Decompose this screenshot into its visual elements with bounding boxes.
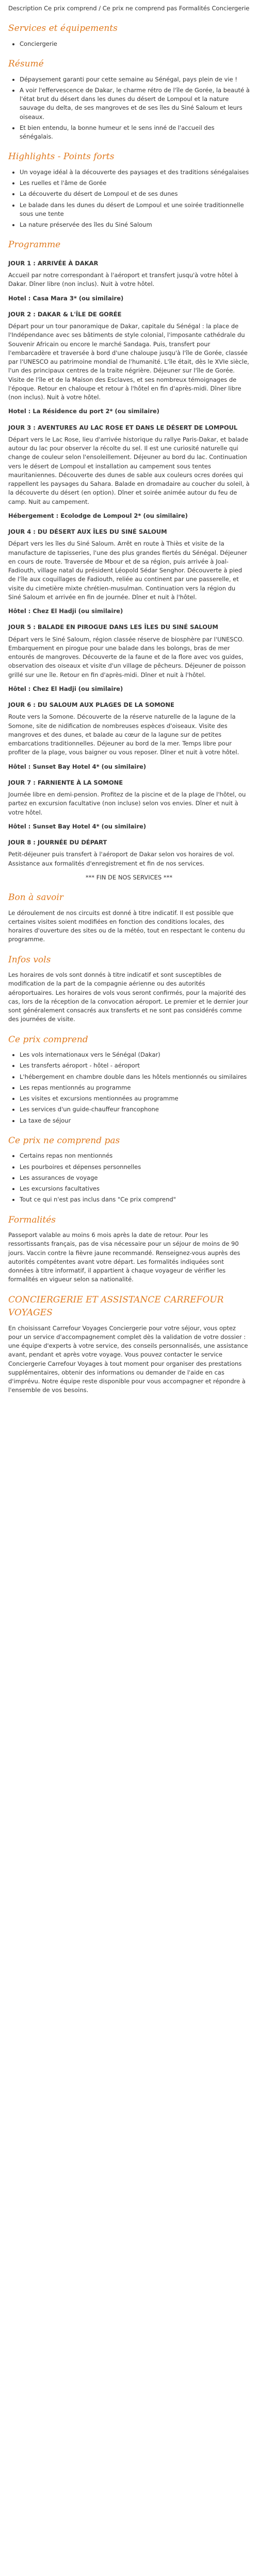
programme-title: Programme bbox=[8, 240, 61, 250]
list-item: • Tout ce qui n'est pas inclus dans "Ce prix comprend" bbox=[20, 1195, 250, 1204]
list-item: • Les transferts aéroport - hôtel - aéroport bbox=[20, 1061, 250, 1070]
day-text: Route vers la Somone. Découverte de la réserve naturelle de la lagune de la Somone, site de nidification de nombreuses espèces d'oiseaux. Visite des mangroves et des dunes, et balade au cœur de la lagune sur de petites embarcations traditionnelles. Déjeuner au bord de la mer. Temps libre pour profiter de la plage, vous baigner ou vous reposer. Dîner et nuit à votre hôtel. bbox=[8, 713, 239, 756]
day-title: JOUR 3 : AVENTURES AU LAC ROSE ET DANS LE DÉSERT DE LOMPOUL bbox=[8, 423, 238, 431]
day-hotel: Hôtel : Sunset Bay Hotel 4* (ou similaire) bbox=[8, 762, 147, 770]
intro-text: Description Ce prix comprend / Ce prix ne comprend pas Formalités Conciergerie bbox=[8, 5, 250, 12]
infos-vols-title: Infos vols bbox=[8, 954, 51, 965]
services-title: Services et équipements bbox=[8, 23, 118, 34]
list-item: • Conciergerie bbox=[20, 40, 250, 48]
resume-list bbox=[8, 75, 250, 142]
end-of-services: *** FIN DE NOS SERVICES *** bbox=[85, 873, 173, 881]
day-hotel: Hôtel : Chez El Hadji (ou similaire) bbox=[8, 685, 123, 692]
list-item: • La nature préservée des îles du Siné Saloum bbox=[20, 221, 250, 229]
resume-title: Résumé bbox=[8, 59, 44, 69]
bon-a-savoir-text: Le déroulement de nos circuits est donné à titre indicatif. Il est possible que certaines visites soient modifiées en fonction des conditions locales, des horaires d'ouverture des sites ou de la météo, tout en respectant le contenu du programme. bbox=[8, 909, 245, 943]
list-item: • Un voyage idéal à la découverte des paysages et des traditions sénégalaises bbox=[20, 168, 250, 177]
formalites-text: Passeport valable au moins 6 mois après la date de retour. Pour les ressortissants français, pas de visa nécessaire pour un séjour de moins de 90 jours. Vaccin contre la fièvre jaune recommandé. Renseignez-vous auprès des autorités compétentes avant votre départ. Les formalités indiquées sont données à titre informatif, il appartient à chaque voyageur de vérifier les formalités en vigueur selon sa nationalité. bbox=[8, 1231, 240, 1283]
conciergerie-title: CONCIERGERIE ET ASSISTANCE CARREFOUR VOYAGES bbox=[8, 1294, 224, 1318]
day-block bbox=[8, 778, 250, 831]
day-block bbox=[8, 838, 250, 868]
day-block bbox=[8, 528, 250, 616]
list-item: • Dépaysement garanti pour cette semaine au Sénégal, pays plein de vie ! bbox=[20, 75, 250, 84]
day-text: Départ vers les îles du Siné Saloum. Arrêt en route à Thiès et visite de la manufacture de tapisseries, l'une des plus grandes fiertés du Sénégal. Déjeuner en cours de route. Traversée de Mbour et de sa région, puis arrivée à Joal-Fadiouth, village natal du président Léopold Sédar Senghor. Découverte à pied de l'île aux coquillages de Fadiouth, reliée au continent par une passerelle, et visite du cimetière mixte chrétien-musulman. Continuation vers la région du Siné Saloum et arrivée en fin de journée. Dîner et nuit à l'hôtel. bbox=[8, 540, 247, 601]
highlights-title: Highlights - Points forts bbox=[8, 151, 115, 162]
day-text: Petit-déjeuner puis transfert à l'aéroport de Dakar selon vos horaires de vol. Assistance aux formalités d'enregistrement et fin de nos services. bbox=[8, 851, 235, 867]
list-item: • Les excursions facultatives bbox=[20, 1184, 250, 1193]
list-item: • L'hébergement en chambre double dans les hôtels mentionnés ou similaires bbox=[20, 1073, 250, 1081]
list-item: • Les repas mentionnés au programme bbox=[20, 1083, 250, 1092]
list-item: • Et bien entendu, la bonne humeur et le sens inné de l'accueil des sénégalais. bbox=[20, 124, 250, 142]
day-block bbox=[8, 623, 250, 693]
day-text: Départ vers le Siné Saloum, région classée réserve de biosphère par l'UNESCO. Embarquement en pirogue pour une balade dans les bolongs, bras de mer entourés de mangroves. Découverte de la faune et de la flore avec vos guides, observation des oiseaux et visite d'un village de pêcheurs. Déjeuner de poisson grillé sur une île. Retour en fin d'après-midi. Dîner et nuit à l'hôtel. bbox=[8, 635, 246, 679]
day-title: JOUR 6 : DU SALOUM AUX PLAGES DE LA SOMONE bbox=[8, 701, 174, 708]
list-item: • La découverte du désert de Lompoul et de ses dunes bbox=[20, 190, 250, 198]
list-item: • Les pourboires et dépenses personnelles bbox=[20, 1163, 250, 1172]
day-text: Journée libre en demi-pension. Profitez de la piscine et de la plage de l'hôtel, ou partez en excursion facultative (non incluse) selon vos envies. Dîner et nuit à votre hôtel. bbox=[8, 791, 246, 816]
list-item: • Les ruelles et l'âme de Gorée bbox=[20, 179, 250, 188]
day-text: Départ pour un tour panoramique de Dakar, capitale du Sénégal : la place de l'Indépendance avec ses bâtiments de style colonial, l'imposante cathédrale du Souvenir Africain ou encore le marché Sandaga. Puis, transfert pour l'embarcadère et traversée à bord d'une chaloupe jusqu'à l'île de Gorée, classée par l'UNESCO au patrimoine mondial de l'humanité. L'île était, dès le XVIe siècle, l'un des principaux centres de la traite négrière. Déjeuner sur l'île de Gorée. Visite de l'île et de la Maison des Esclaves, et ses nombreux témoignages de l'époque. Retour en chaloupe et retour à l'hôtel en fin d'après-midi. Dîner libre (non inclus). Nuit à votre hôtel. bbox=[8, 323, 249, 401]
day-block bbox=[8, 310, 250, 416]
prix-comprend-title: Ce prix comprend bbox=[8, 1034, 88, 1045]
day-title: JOUR 4 : DU DÉSERT AUX ÎLES DU SINÉ SALOUM bbox=[8, 528, 167, 535]
day-hotel: Hôtel : Chez El Hadji (ou similaire) bbox=[8, 607, 123, 615]
list-item: • Les vols internationaux vers le Sénégal (Dakar) bbox=[20, 1050, 250, 1059]
list-item: • Les assurances de voyage bbox=[20, 1174, 250, 1182]
day-title: JOUR 5 : BALADE EN PIROGUE DANS LES ÎLES DU SINÉ SALOUM bbox=[8, 623, 218, 631]
day-hotel: Hôtel : Sunset Bay Hotel 4* (ou similaire) bbox=[8, 822, 147, 830]
bon-a-savoir-title: Bon à savoir bbox=[8, 892, 63, 903]
day-hotel: Hotel : La Résidence du port 2* (ou similaire) bbox=[8, 408, 159, 415]
prix-ne-comprend-list bbox=[8, 1151, 250, 1204]
conciergerie-text: En choisissant Carrefour Voyages Conciergerie pour votre séjour, vous optez pour un service d'accompagnement complet dès la validation de votre dossier : une équipe d'experts à votre service, des conseils personnalisés, une assistance avant, pendant et après votre voyage. Vous pouvez contacter le service Conciergerie Carrefour Voyages à tout moment pour organiser des prestations supplémentaires, obtenir des informations ou demander de l'aide en cas d'imprévu. Notre équipe reste disponible pour vous accompagner et répondre à l'ensemble de vos besoins. bbox=[8, 1324, 248, 1394]
day-title: JOUR 7 : FARNIENTE À LA SOMONE bbox=[8, 778, 123, 786]
day-hotel: Hébergement : Ecolodge de Lompoul 2* (ou similaire) bbox=[8, 512, 188, 519]
list-item: • Les services d'un guide-chauffeur francophone bbox=[20, 1105, 250, 1114]
list-item: • La taxe de séjour bbox=[20, 1116, 250, 1125]
highlights-list bbox=[8, 168, 250, 230]
day-text: Départ vers le Lac Rose, lieu d'arrivée historique du rallye Paris-Dakar, et balade autour du lac pour observer la récolte du sel. Il est une curiosité naturelle qui change de couleur selon l'ensoleillement. Déjeuner au bord du lac. Continuation vers le désert de Lompoul et installation au campement sous tentes mauritaniennes. Découverte des dunes de sable aux couleurs ocres dorées qui rappellent les paysages du Sahara. Balade en dromadaire au coucher du soleil, à la découverte du désert (en option). Dîner et soirée animée autour du feu de camp. Nuit au campement. bbox=[8, 435, 250, 505]
formalites-title: Formalités bbox=[8, 1214, 56, 1225]
day-hotel: Hotel : Casa Mara 3* (ou similaire) bbox=[8, 294, 124, 302]
services-list bbox=[8, 40, 250, 48]
day-block bbox=[8, 423, 250, 521]
day-title: JOUR 8 : JOURNÉE DU DÉPART bbox=[8, 839, 107, 846]
day-title: JOUR 2 : DAKAR & L'ÎLE DE GORÉE bbox=[8, 310, 122, 318]
day-title: JOUR 1 : ARRIVÉE À DAKAR bbox=[8, 259, 99, 267]
prix-ne-comprend-title: Ce prix ne comprend pas bbox=[8, 1135, 120, 1146]
infos-vols-text: Les horaires de vols sont donnés à titre indicatif et sont susceptibles de modification de la part de la compagnie aérienne ou des autorités aéroportuaires. Les horaires de vols vous seront confirmés, pour la majorité des cas, lors de la réception de la convocation aéroport. Le premier et le dernier jour sont généralement consacrés aux transferts et ne sont pas considérés comme des journées de visite. bbox=[8, 971, 249, 1023]
list-item: • A voir l'effervescence de Dakar, le charme rétro de l'île de Gorée, la beauté à l'état brut du désert dans les dunes du désert de Lompoul et la nature sauvage du delta, de ses mangroves et de ses îles du Siné Saloum et leurs oiseaux. bbox=[20, 86, 250, 122]
day-text: Accueil par notre correspondant à l'aéroport et transfert jusqu'à votre hôtel à Dakar. Dîner libre (non inclus). Nuit à votre hôtel. bbox=[8, 272, 238, 288]
prix-comprend-list bbox=[8, 1050, 250, 1125]
day-block bbox=[8, 701, 250, 771]
list-item: • Le balade dans les dunes du désert de Lompoul et une soirée traditionnelle sous une tente bbox=[20, 201, 250, 219]
list-item: • Les visites et excursions mentionnées au programme bbox=[20, 1094, 250, 1103]
day-block bbox=[8, 259, 250, 303]
list-item: • Certains repas non mentionnés bbox=[20, 1151, 250, 1160]
